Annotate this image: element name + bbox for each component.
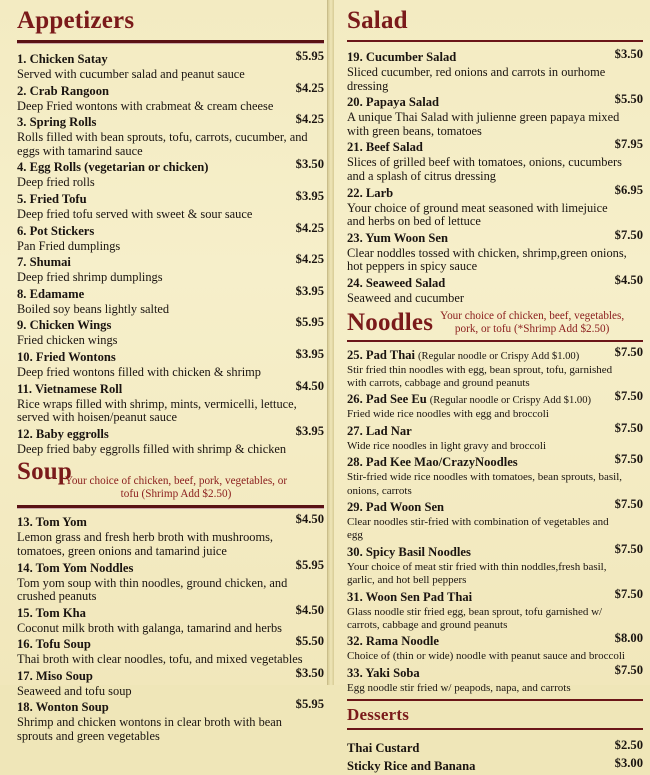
noodles-section — [347, 310, 643, 696]
menu-item-header — [347, 632, 643, 650]
soup-section — [17, 459, 324, 743]
menu-item-price: $5.95 — [295, 49, 324, 63]
menu-item-price: $7.50 — [614, 227, 643, 242]
noodles-menu-item — [347, 664, 643, 695]
menu-item-header — [17, 253, 324, 271]
salad-menu-item — [347, 48, 643, 93]
appetizers-menu-item — [17, 425, 324, 457]
menu-item-header — [17, 113, 324, 131]
menu-item-name: 18. Wonton Soup — [17, 700, 109, 715]
menu-item-description: Fried wide rice noodles with egg and broccoli — [347, 408, 549, 421]
menu-item-header — [17, 604, 324, 622]
appetizers-menu-item — [17, 380, 324, 425]
menu-item-name: 30. Spicy Basil Noodles — [347, 544, 471, 559]
menu-item-description: Deep fried baby eggrolls filled with shrimp & chicken — [17, 441, 287, 456]
menu-item-price: $3.95 — [295, 283, 324, 298]
menu-item-name: 9. Chicken Wings — [17, 318, 112, 333]
menu-item-description: Stir-fried wide rice noodles with tomatoes, bean sprouts, basil, onions, carrots — [347, 471, 623, 497]
menu-item-header — [347, 229, 643, 247]
menu-item-header — [347, 739, 643, 757]
menu-item-price: $3.95 — [295, 346, 324, 361]
appetizers-menu-item — [17, 158, 324, 190]
salad-menu-item — [347, 93, 643, 138]
appetizers-rule — [17, 40, 324, 44]
menu-item-name: 32. Rama Noodle — [347, 634, 439, 649]
menu-item-price: $4.25 — [295, 220, 324, 235]
menu-item-header — [17, 348, 324, 366]
menu-item-header — [347, 453, 643, 471]
menu-item-price: $6.95 — [614, 182, 643, 197]
desserts-top-rule — [347, 699, 643, 701]
menu-item-description: Your choice of meat stir fried with thin noddles,fresh basil, garlic, and hot bell peppers — [347, 560, 607, 587]
appetizers-menu-item — [17, 82, 324, 114]
salad-section — [347, 0, 643, 306]
menu-item-price: $4.25 — [295, 252, 324, 267]
menu-item-description: Clear noddles tossed with chicken, shrimp,green onions, hot peppers in spicy sauce — [347, 245, 627, 274]
appetizers-section — [17, 0, 324, 456]
menu-item-price: $2.50 — [614, 738, 643, 753]
desserts-menu-item — [347, 739, 643, 757]
desserts-section — [347, 699, 643, 775]
soup-menu-item — [17, 513, 324, 558]
appetizers-menu-item — [17, 253, 324, 285]
menu-item-description: Stir fried thin noodles with egg, bean sprout, tofu, garnished with carrots, cabbage and ground peanuts — [347, 363, 613, 389]
menu-item-header — [17, 425, 324, 443]
menu-item-description: Seaweed and tofu soup — [17, 683, 132, 698]
menu-item-name: 33. Yaki Soba — [347, 665, 420, 680]
menu-item-name: 17. Miso Soup — [17, 668, 93, 683]
menu-item-description: Deep fried tofu served with sweet & sour sauce — [17, 206, 253, 221]
menu-item-description: Seaweed and cucumber — [347, 290, 464, 305]
menu-item-name: Thai Custard — [347, 741, 420, 756]
menu-item-name: 13. Tom Yom — [17, 515, 87, 530]
menu-item-price: $7.50 — [614, 662, 643, 677]
menu-item-description: Clear noodles stir-fried with combination of vegetables and egg — [347, 515, 609, 542]
menu-item-header — [17, 158, 324, 176]
menu-item-description: Coconut milk broth with galanga, tamarind and herbs — [17, 620, 282, 635]
menu-item-header — [347, 543, 643, 561]
menu-item-name: 10. Fried Wontons — [17, 349, 116, 364]
menu-item-price: $7.50 — [614, 389, 643, 404]
appetizers-menu-item — [17, 285, 324, 317]
desserts-title: Desserts — [347, 705, 410, 725]
menu-item-price: $4.50 — [295, 512, 324, 527]
menu-item-name: 3. Spring Rolls — [17, 115, 97, 130]
menu-item-description: Served with cucumber salad and peanut sauce — [17, 67, 245, 81]
menu-item-name: 20. Papaya Salad — [347, 95, 440, 110]
menu-item-name: 16. Tofu Soup — [17, 637, 91, 652]
menu-item-price: $5.50 — [295, 634, 324, 649]
noodles-rule — [347, 340, 643, 342]
menu-item-description: Sliced cucumber, red onions and carrots in ourhome dressing — [347, 65, 606, 93]
menu-item-description: Choice of (thin or wide) noodle with peanut sauce and broccoli — [347, 650, 625, 663]
menu-item-name: 11. Vietnamese Roll — [17, 381, 123, 396]
menu-item-price: $4.50 — [614, 272, 643, 287]
menu-item-name: 2. Crab Rangoon — [17, 83, 110, 98]
menu-item-price: $3.50 — [614, 47, 643, 61]
menu-item-header — [347, 138, 643, 156]
menu-item-description: Deep fried rolls — [17, 175, 95, 190]
soup-note: Your choice of chicken, beef, pork, vegetables, or tofu (Shrimp Add $2.50) — [64, 475, 288, 501]
right-menu-panel — [334, 0, 650, 774]
noodles-menu-item — [347, 346, 643, 391]
menu-item-price: $3.95 — [295, 423, 324, 438]
menu-item-header — [347, 757, 643, 775]
menu-item-name: 7. Shumai — [17, 255, 71, 270]
menu-item-header — [17, 635, 324, 653]
menu-item-header — [17, 50, 324, 68]
desserts-items — [347, 739, 643, 775]
menu-item-name: 29. Pad Woon Sen — [347, 499, 445, 514]
menu-item-header — [17, 316, 324, 334]
salad-menu-item — [347, 229, 643, 274]
menu-item-description: Rolls filled with bean sprouts, tofu, carrots, cucumber, and eggs with tamarind sauce — [17, 130, 308, 158]
salad-title: Salad — [347, 7, 408, 34]
menu-item-name: 12. Baby eggrolls — [17, 426, 109, 441]
menu-item-name: 23. Yum Woon Sen — [347, 230, 449, 245]
menu-item-name: 22. Larb — [347, 185, 394, 200]
left-menu-panel — [0, 0, 328, 744]
menu-item-header — [347, 93, 643, 111]
menu-item-price: $7.50 — [614, 496, 643, 511]
menu-item-header — [347, 664, 643, 682]
noodles-menu-item — [347, 543, 643, 588]
menu-item-header — [17, 285, 324, 303]
menu-item-price: $3.95 — [295, 188, 324, 203]
menu-item-header — [17, 667, 324, 685]
menu-item-description: Lemon grass and fresh herb broth with mushrooms, tomatoes, green onions and tamarind juice — [17, 530, 274, 558]
menu-item-price: $4.25 — [295, 112, 324, 127]
menu-item-name: 31. Woon Sen Pad Thai — [347, 589, 473, 604]
menu-item-description: Glass noodle stir fried egg, bean sprout, tofu garnished w/ carrots, cabbage and ground peanuts — [347, 605, 603, 631]
menu-item-header — [17, 559, 324, 577]
menu-item-description: Slices of grilled beef with tomatoes, onions, cucumbers and a splash of citrus dressing — [347, 155, 622, 183]
menu-item-price: $7.50 — [614, 541, 643, 556]
menu-item-header — [347, 48, 643, 66]
soup-items — [17, 513, 324, 743]
menu-item-price: $5.50 — [614, 92, 643, 107]
menu-item-description: Rice wraps filled with shrimp, mints, vermicelli, lettuce, served with hoisen/peanut sauce — [17, 396, 297, 425]
noodles-menu-item — [347, 498, 643, 543]
menu-item-description: Pan Fried dumplings — [17, 238, 121, 253]
appetizers-menu-item — [17, 190, 324, 222]
menu-item-description: Deep fried wontons filled with chicken & shrimp — [17, 364, 261, 379]
menu-item-name: 27. Lad Nar — [347, 423, 412, 438]
menu-item-description: Fried chicken wings — [17, 333, 118, 348]
menu-item-price: $5.95 — [295, 557, 324, 572]
menu-item-header — [17, 698, 324, 716]
menu-item-header — [347, 588, 643, 606]
menu-item-description: Your choice of ground meat seasoned with limejuice and herbs on bed of lettuce — [347, 200, 608, 229]
menu-item-description: Egg noodle stir fried w/ peapods, napa, and carrots — [347, 681, 571, 694]
menu-item-description: Wide rice noodles in light gravy and broccoli — [347, 439, 547, 452]
menu-item-header — [347, 498, 643, 516]
menu-item-header — [347, 422, 643, 440]
noodles-menu-item — [347, 453, 643, 498]
desserts-menu-item — [347, 757, 643, 775]
menu-item-name: 4. Egg Rolls (vegetarian or chicken) — [17, 160, 209, 175]
menu-item-header — [17, 513, 324, 531]
soup-menu-item — [17, 604, 324, 636]
menu-item-description: Thai broth with clear noodles, tofu, and mixed vegetables — [17, 652, 303, 667]
soup-menu-item — [17, 667, 324, 699]
menu-item-name: 8. Edamame — [17, 286, 85, 301]
menu-item-name: 28. Pad Kee Mao/CrazyNoodles — [347, 455, 518, 470]
menu-item-name: 14. Tom Yom Noddles — [17, 560, 134, 575]
menu-item-header — [17, 82, 324, 100]
menu-item-header — [347, 184, 643, 202]
menu-item-description: Tom yom soup with thin noodles, ground chicken, and crushed peanuts — [17, 575, 288, 604]
menu-item-description: Shrimp and chicken wontons in clear broth with bean sprouts and green vegetables — [17, 715, 282, 744]
menu-item-description: Deep Fried wontons with crabmeat & cream cheese — [17, 98, 274, 113]
menu-item-name: 24. Seaweed Salad — [347, 275, 446, 290]
menu-item-price: $5.95 — [295, 315, 324, 330]
menu-item-name: Sticky Rice and Banana — [347, 759, 476, 774]
menu-item-name: 25. Pad Thai — [347, 347, 416, 362]
appetizers-menu-item — [17, 222, 324, 254]
noodles-menu-item — [347, 390, 643, 421]
appetizers-menu-item — [17, 113, 324, 158]
menu-item-name: 19. Cucumber Salad — [347, 50, 457, 64]
menu-item-header — [17, 222, 324, 240]
soup-rule — [17, 505, 324, 509]
menu-item-price: $7.50 — [614, 452, 643, 467]
menu-item-name: 5. Fried Tofu — [17, 191, 87, 206]
menu-item-description: Boiled soy beans lightly salted — [17, 301, 170, 316]
appetizers-items — [17, 50, 324, 456]
menu-item-price: $8.00 — [614, 631, 643, 646]
salad-menu-item — [347, 138, 643, 183]
menu-item-price: $7.95 — [614, 137, 643, 152]
noodles-menu-item — [347, 422, 643, 453]
menu-item-name: 26. Pad See Eu — [347, 392, 427, 407]
salad-menu-item — [347, 184, 643, 229]
noodles-header — [347, 310, 643, 336]
menu-item-price: $4.50 — [295, 602, 324, 617]
menu-item-price: $5.95 — [295, 697, 324, 712]
salad-menu-item — [347, 274, 643, 306]
menu-item-price: $4.25 — [295, 80, 324, 95]
noodles-items — [347, 346, 643, 696]
appetizers-menu-item — [17, 50, 324, 82]
menu-item-price: $3.50 — [295, 665, 324, 680]
menu-item-header — [347, 346, 643, 364]
menu-item-description: A unique Thai Salad with julienne green papaya mixed with green beans, tomatoes — [347, 110, 620, 138]
menu-item-description: Deep fried shrimp dumplings — [17, 270, 163, 285]
menu-item-note: (Regular noodle or Crispy Add $1.00) — [429, 395, 592, 407]
menu-item-price: $7.50 — [614, 420, 643, 435]
menu-item-price: $7.50 — [614, 344, 643, 359]
menu-item-price: $3.00 — [614, 756, 643, 771]
soup-title: Soup — [17, 458, 73, 486]
menu-item-price: $3.50 — [295, 157, 324, 172]
soup-menu-item — [17, 635, 324, 667]
menu-item-price: $7.50 — [614, 586, 643, 601]
salad-rule — [347, 40, 643, 42]
menu-item-header — [17, 380, 324, 398]
menu-item-name: 6. Pot Stickers — [17, 223, 95, 238]
menu-item-name: 15. Tom Kha — [17, 605, 86, 620]
menu-item-header — [17, 190, 324, 208]
noodles-title: Noodles — [347, 308, 434, 336]
noodles-menu-item — [347, 588, 643, 633]
noodles-note: Your choice of chicken, beef, vegetables, pork, or tofu (*Shrimp Add $2.50) — [440, 309, 625, 335]
menu-item-price: $4.50 — [295, 378, 324, 393]
menu-item-name: 1. Chicken Satay — [17, 52, 108, 66]
salad-items — [347, 48, 643, 306]
menu-item-name: 21. Beef Salad — [347, 140, 423, 155]
appetizers-menu-item — [17, 316, 324, 348]
appetizers-title: Appetizers — [17, 7, 135, 34]
soup-menu-item — [17, 559, 324, 604]
appetizers-menu-item — [17, 348, 324, 380]
soup-menu-item — [17, 698, 324, 743]
noodles-menu-item — [347, 632, 643, 663]
menu-item-header — [347, 390, 643, 408]
menu-item-header — [347, 274, 643, 292]
menu-item-note: (Regular noodle or Crispy Add $1.00) — [418, 350, 580, 362]
desserts-rule — [347, 728, 643, 730]
